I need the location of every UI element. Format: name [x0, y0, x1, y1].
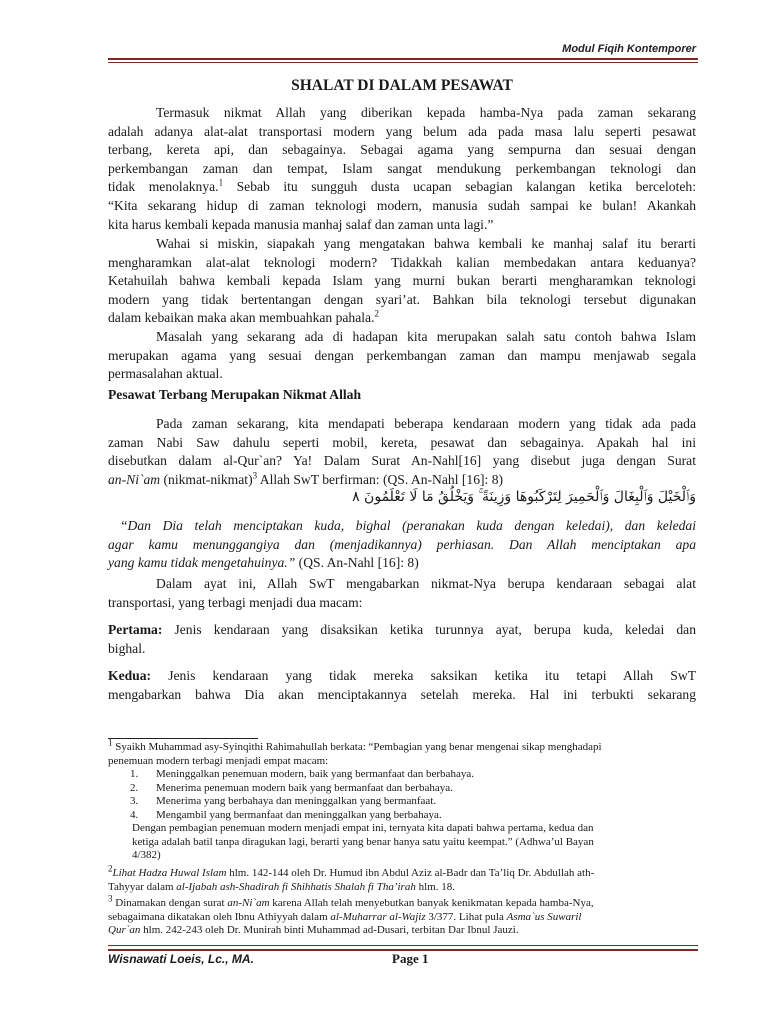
- section-heading: Pesawat Terbang Merupakan Nikmat Allah: [108, 387, 362, 402]
- paragraph-kendaraan: Pada zaman sekarang, kita mendapati beberapa kendaraan modern yang tidak ada pada zaman Nabi Saw dahulu seperti mobil, kereta, pesawat dan sebagainya. Apakah hal ini disebutkan dalam al-Qur`an? Ya! Dalam Surat An-Nahl[16] yang disebut juga dengan Surat an-Ni`am (nikmat-nikmat)$^3$ Allah SwT berfirman: (QS. An-Nahl [16]: 8): [108, 416, 696, 487]
- list-item: 3. Menerima yang berbahaya dan meninggalkan yang bermanfaat.: [130, 795, 437, 807]
- list-item: 2. Menerima penemuan modern baik yang bermanfaat dan berbahaya.: [130, 781, 453, 794]
- arabic-verse: وَٱلْخَيْلَ وَٱلْبِغَالَ وَٱلْحَمِيرَ لِتَرْكَبُوهَا وَزِينَةً ۚ وَيَخْلُقُ مَا لَا تَعْلَمُونَ ٨: [352, 489, 696, 505]
- list-item: 4. Mengambil yang bermanfaat dan meninggalkan yang berbahaya.: [130, 808, 442, 821]
- paragraph-kedua: Kedua: Jenis kendaraan yang tidak mereka saksikan ketika itu tetapi Allah SwT mengabarkan bahwa Dia akan menciptakannya setelah mereka. Hal ini terbukti sekarang: [108, 668, 696, 702]
- page-title: SHALAT DI DALAM PESAWAT: [291, 77, 513, 94]
- paragraph-ayat: Dalam ayat ini, Allah SwT mengabarkan nikmat-Nya berupa kendaraan sebagai alat transportasi, yang terbagi menjadi dua macam:: [108, 576, 696, 610]
- footnote-ref-2[interactable]: 2: [374, 308, 379, 319]
- list-item: 1. Meninggalkan penemuan modern, baik yang bermanfaat dan berbahaya.: [130, 768, 474, 780]
- footnote-3: $^3$ Dinamakan dengan surat an-Ni`am karena Allah telah menyebutkan banyak kenikmatan kepada hamba-Nya, sebagaimana dikatakan oleh Ibnu Athiyyah dalam al-Muharrar al-Wajiz 3/377. Lihat pula Asma`us Suwaril Qur`an hlm. 242-243 oleh Dr. Munirah binti Muhammad ad-Dusari, terbitan Dar Ibnul Jauzi.: [108, 893, 594, 936]
- running-header: Modul Fiqih Kontemporer: [562, 43, 696, 55]
- header-rule: [108, 58, 698, 60]
- footnote-1: $^1$ Syaikh Muhammad asy-Syinqithi Rahimahullah berkata: “Pembagian yang benar mengenai sikap menghadapi penemuan modern terbagi menjadi empat macam: 1. Meninggalkan penemuan modern, baik yang bermanfaat dan berbahaya. 2. Menerima penemuan modern baik yang bermanfaat dan berbahaya. 3. Menerima yang berbahaya dan meninggalkan yang bermanfaat. 4. Mengambil yang bermanfaat dan meninggalkan yang berbahaya. Dengan pembagian penemuan modern menjadi empat ini, ternyata kita dapati bahwa pertama, kedua dan ketiga adalah batil tanpa diragukan lagi, berarti yang benar hanya satu yaitu keempat.” (Adhwa’ul Bayan 4/382): [108, 741, 696, 863]
- footer-rule-thin: [108, 945, 698, 946]
- paragraph-intro: Termasuk nikmat Allah yang diberikan kepada hamba-Nya pada zaman sekarang adalah adanya alat-alat transportasi modern yang belum ada pada masa lalu seperti pesawat terbang, kereta api, dan sebagainya. Sebagai agama yang sempurna dan sesuai dengan perkembangan zaman dan tempat, Islam sangat mendukung perkembangan teknologi dan tidak menolaknya.$^1$ Sebab itu sungguh dusta ucapan sebagian kalangan ketika berceloteh: “Kita sekarang hidup di zaman teknologi modern, manusia sudah sampai ke bulan! Akankah kita harus kembali kepada manusia manhaj salaf dan zaman unta lagi.”: [108, 105, 696, 232]
- footnote-ref-3[interactable]: 3: [252, 470, 258, 481]
- header-rule-thin: [108, 62, 698, 63]
- footnote-separator: [108, 738, 258, 739]
- footnote-ref-1[interactable]: 1: [218, 177, 224, 188]
- footnote-2: $^2$Lihat Hadza Huwal Islam hlm. 142-144 oleh Dr. Humud ibn Abdul Aziz al-Badr dan Ta’liq Dr. Abdullah ath- Tahyyar dalam al-Ijabah ash-Shadirah fi Shihhatis Shalah fi Tha’irah hlm. 18.: [108, 863, 595, 893]
- pertama-label: Pertama:: [108, 622, 163, 637]
- paragraph-pertama: Pertama: Jenis kendaraan yang disaksikan ketika turunnya ayat, berupa kuda, keledai dan bighal.: [108, 622, 696, 656]
- paragraph-masalah: Masalah yang sekarang ada di hadapan kita merupakan salah satu contoh bahwa Islam merupakan agama yang sesuai dengan perkembangan zaman dan mampu menjawab segala permasalahan aktual.: [108, 329, 696, 382]
- footnote-1-list: [108, 768, 696, 822]
- page-number: Page 1: [392, 951, 429, 966]
- verse-translation: “Dan Dia telah menciptakan kuda, bighal (peranakan kuda dengan keledai), dan keledai agar kamu menunggangiya dan (menjadikannya) perhiasan. Dan Allah menciptakan apa yang kamu tidak mengetahuinya.” (QS. An-Nahl [16]: 8): [108, 518, 696, 571]
- kedua-label: Kedua:: [108, 668, 152, 683]
- footer-author: Wisnawati Loeis, Lc., MA.: [108, 952, 254, 966]
- paragraph-salaf: Wahai si miskin, siapakah yang mengatakan bahwa kembali ke manhaj salaf itu berarti mengharamkan alat-alat teknologi modern? Tidakkah kalian membedakan antara keduanya? Ketahuilah bahwa kembali kepada Islam yang murni bukan berarti mengharamkan teknologi modern yang tidak bertentangan dengan syari’at. Bahkan bila teknologi tersebut digunakan dalam kebaikan maka akan membuahkan pahala.$^2$: [108, 236, 696, 326]
